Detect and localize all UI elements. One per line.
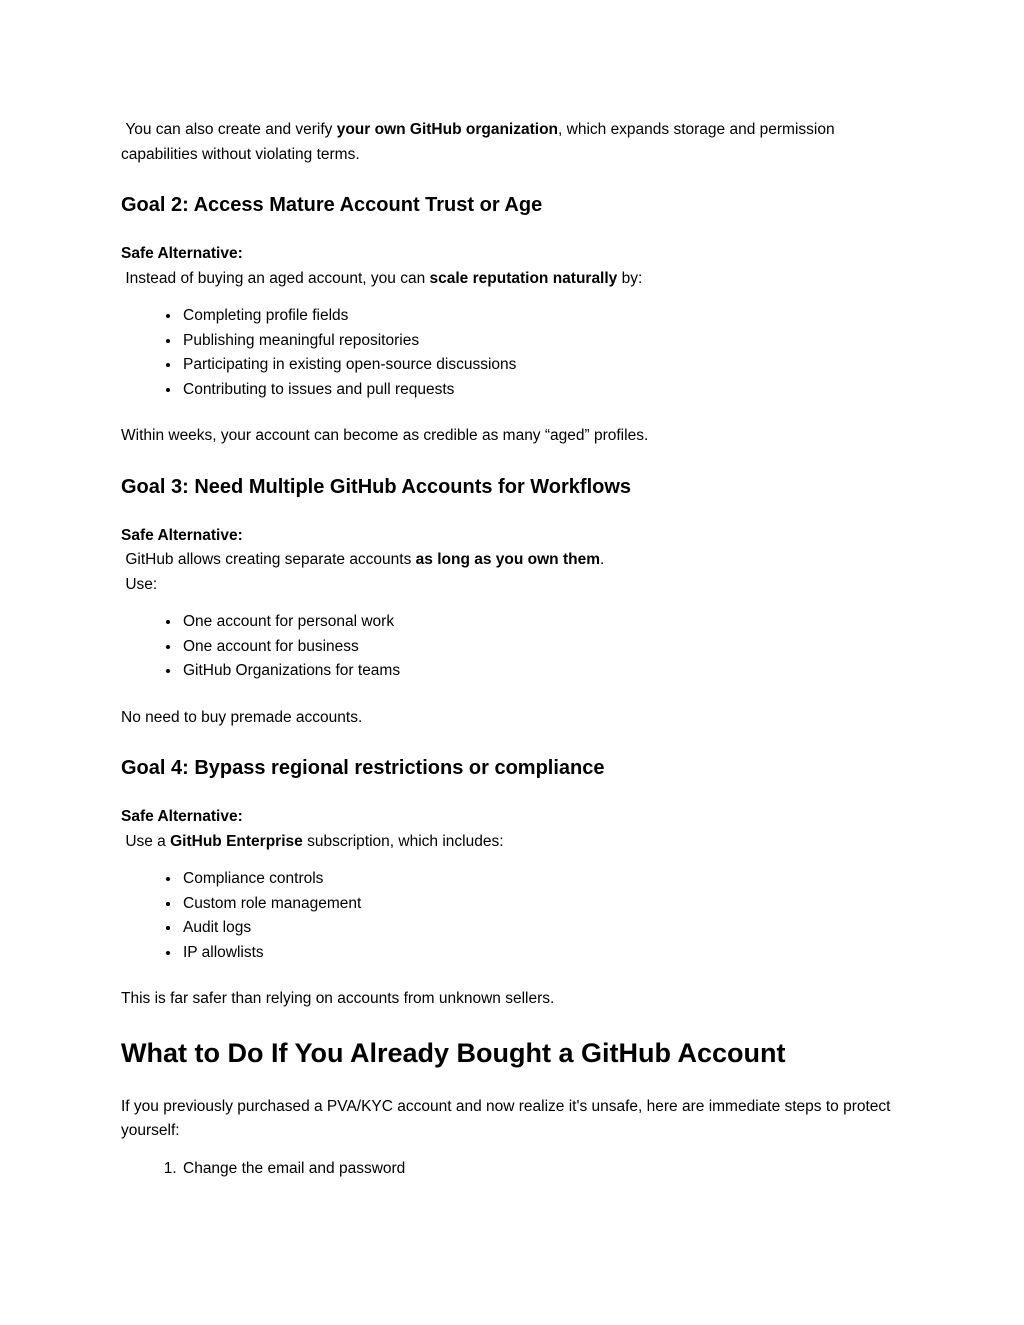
- intro-text-pre: You can also create and verify: [121, 121, 337, 138]
- list-item: • IP allowlists: [181, 941, 903, 965]
- safe-alternative-label: Safe Alternative:: [121, 245, 243, 263]
- lead-text-bold: GitHub Enterprise: [170, 832, 303, 850]
- list-item: • One account for business: [181, 635, 903, 659]
- section-already-bought: [121, 1036, 903, 1182]
- list-item: • One account for personal work: [181, 610, 903, 634]
- section-goal-3: [121, 473, 903, 731]
- section-heading-goal-4: Goal 4: Bypass regional restrictions or compliance: [121, 757, 605, 780]
- list-item: • Audit logs: [181, 916, 903, 940]
- section-heading-goal-2: Goal 2: Access Mature Account Trust or Age: [121, 194, 543, 217]
- safe-alternative-label: Safe Alternative:: [121, 526, 243, 544]
- list-item: • Publishing meaningful repositories: [181, 329, 903, 353]
- lead-text-pre: Use a: [121, 832, 171, 850]
- safe-alternative-paragraph: [121, 242, 903, 291]
- lead-text-pre: Instead of buying an aged account, you can: [121, 269, 430, 287]
- page-title: What to Do If You Already Bought a GitHub Account: [121, 1037, 786, 1068]
- list-item: • Completing profile fields: [181, 304, 903, 328]
- lead-text-bold: scale reputation naturally: [429, 269, 618, 287]
- section-goal-2: [121, 191, 903, 448]
- bullet-list: [121, 304, 903, 402]
- intro-paragraph: [121, 118, 903, 167]
- section-note: No need to buy premade accounts.: [121, 708, 363, 726]
- lead-text-post: by:: [617, 269, 643, 287]
- section-goal-4: [121, 754, 903, 1011]
- intro-text-post: , which expands storage and permission capabilities without violating terms.: [121, 121, 839, 163]
- safe-alternative-paragraph: [121, 805, 903, 854]
- list-item: • Contributing to issues and pull requests: [181, 378, 903, 402]
- step-item: 1. Change the email and password: [181, 1157, 903, 1181]
- section-note: Within weeks, your account can become as credible as many “aged” profiles.: [121, 427, 649, 444]
- lead-text-post: .: [599, 551, 605, 569]
- bullet-list: [121, 867, 903, 965]
- lead-text-post: subscription, which includes:: [302, 832, 504, 850]
- list-item: • GitHub Organizations for teams: [181, 659, 903, 683]
- section-note: This is far safer than relying on accounts from unknown sellers.: [121, 990, 555, 1007]
- lead-text-pre: GitHub allows creating separate accounts: [121, 551, 416, 569]
- lead-text-extra: Use:: [121, 575, 158, 593]
- final-intro-paragraph: If you previously purchased a PVA/KYC account and now realize it's unsafe, here are immediate steps to protect yourself:: [121, 1097, 891, 1140]
- numbered-steps-list: [121, 1157, 903, 1181]
- intro-text-bold: your own GitHub organization: [336, 121, 559, 138]
- bullet-list: [121, 610, 903, 683]
- safe-alternative-paragraph: [121, 524, 903, 598]
- list-item: • Compliance controls: [181, 867, 903, 891]
- lead-text-bold: as long as you own them: [415, 551, 600, 569]
- safe-alternative-label: Safe Alternative:: [121, 808, 243, 826]
- list-item: • Custom role management: [181, 892, 903, 916]
- list-item: • Participating in existing open-source discussions: [181, 353, 903, 377]
- section-heading-goal-3: Goal 3: Need Multiple GitHub Accounts for Workflows: [121, 475, 632, 498]
